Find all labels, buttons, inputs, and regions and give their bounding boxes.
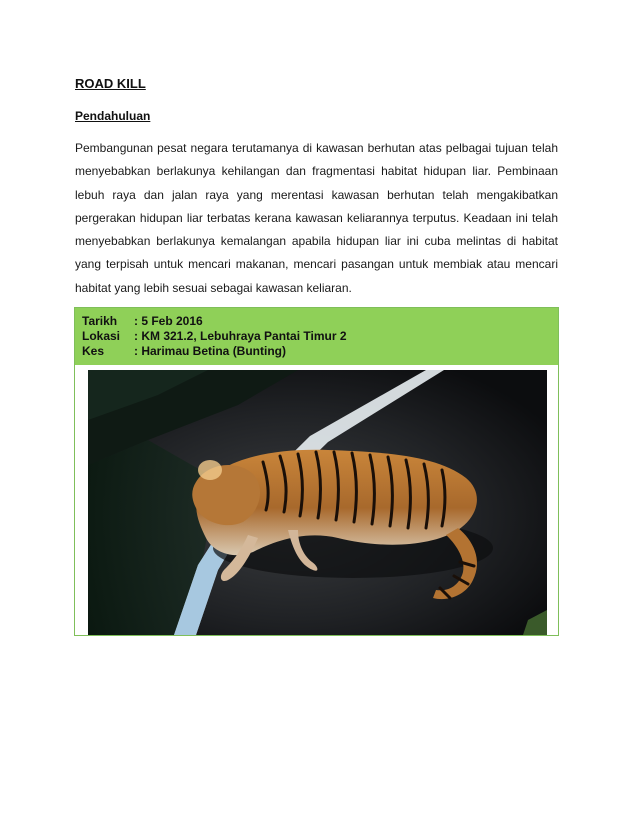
case-label: Tarikh [82, 314, 118, 328]
case-row-date [82, 314, 558, 329]
case-row-location [82, 329, 558, 344]
document-title: ROAD KILL [75, 76, 146, 91]
case-info-box [74, 307, 559, 636]
section-heading: Pendahuluan [75, 109, 151, 123]
case-value: : 5 Feb 2016 [134, 314, 203, 328]
case-row-case [82, 344, 558, 359]
case-value: : KM 321.2, Lebuhraya Pantai Timur 2 [134, 329, 347, 343]
case-value: : Harimau Betina (Bunting) [134, 344, 286, 358]
roadkill-tiger-photo [88, 370, 547, 635]
case-label: Kes [82, 344, 105, 358]
case-info-header [75, 308, 558, 365]
intro-paragraph: Pembangunan pesat negara terutamanya di kawasan berhutan atas pelbagai tujuan telah menyebabkan berlakunya kehilangan dan fragmentasi habitat hidupan liar. Pembinaan lebuh raya dan jalan raya yang merentasi kawasan berhutan telah mengakibatkan pergerakan hidupan liar terbatas kerana kawasan keliarannya terputus. Keadaan ini telah menyebabkan berlakunya kemalangan apabila hidupan liar ini cuba melintas di habitat yang terpisah untuk mencari makanan, mencari pasangan untuk membiak atau mencari habitat yang lebih sesuai sebagai kawasan keliaran. [75, 141, 558, 295]
case-label: Lokasi [82, 329, 121, 343]
